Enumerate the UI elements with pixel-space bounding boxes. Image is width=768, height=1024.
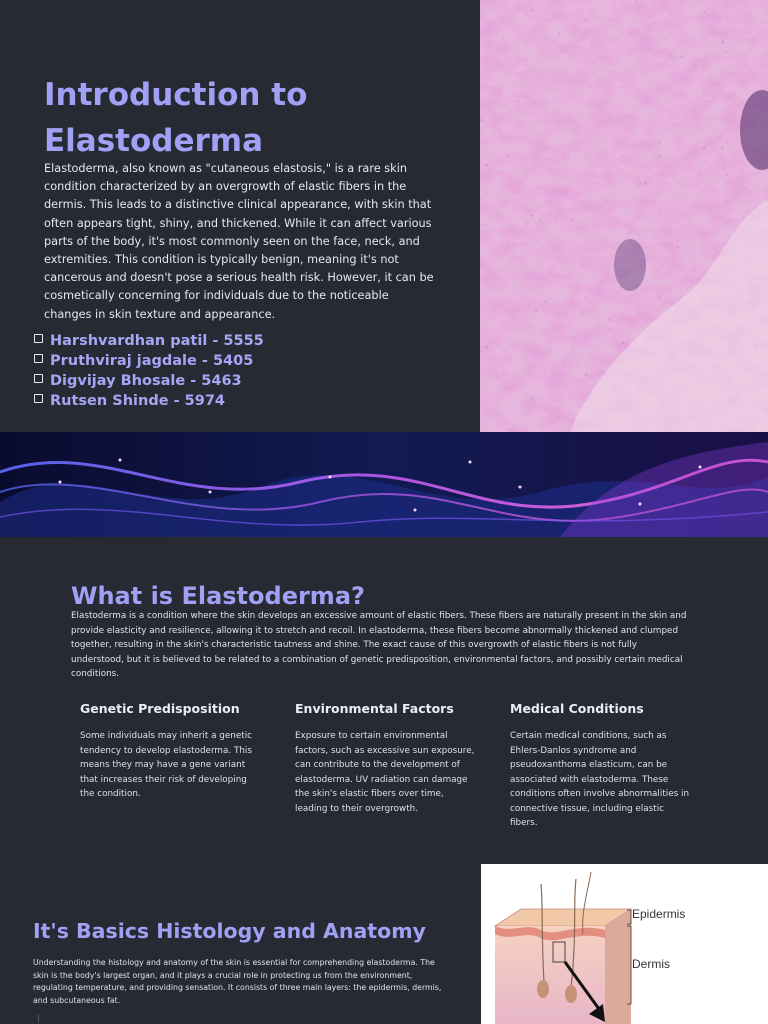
cause-text: Exposure to certain environmental factors, such as excessive sun exposure, can contribute to the development of elastoderma. UV radiation can damage the skin's elastic fibers over time, leading to their overgrowth. bbox=[295, 731, 475, 814]
cause-text: Some individuals may inherit a genetic tendency to develop elastoderma. This means they may have a gene variant that increases their risk of developing the condition. bbox=[80, 731, 252, 799]
dermis-label: Dermis bbox=[632, 957, 670, 971]
abstract-wave-image bbox=[0, 432, 768, 537]
what-is-slide bbox=[0, 537, 768, 864]
abstract-banner bbox=[0, 432, 768, 537]
cause-column-medical bbox=[510, 701, 690, 831]
cause-heading: Environmental Factors bbox=[295, 701, 454, 716]
checkbox-bullet-icon bbox=[34, 334, 43, 343]
author-name: Harshvardhan patil - 5555 bbox=[50, 333, 264, 349]
what-is-title: What is Elastoderma? bbox=[71, 582, 365, 610]
skin-diagram bbox=[481, 864, 768, 1024]
histology-paragraph: Understanding the histology and anatomy of the skin is essential for comprehending elastoderma. The skin is the body's largest organ, and it plays a crucial role in protecting us from the environment, regulating temperature, and providing sensation. It consists of three main layers: the epidermis, dermis, and subcutaneous fat. bbox=[33, 958, 442, 1005]
intro-title: Introduction to Elastoderma bbox=[44, 77, 308, 159]
cause-column-environmental bbox=[295, 701, 475, 816]
histology-title: It's Basics Histology and Anatomy bbox=[33, 919, 426, 943]
checkbox-bullet-icon bbox=[34, 374, 43, 383]
checkbox-bullet-icon bbox=[34, 354, 43, 363]
cause-heading: Genetic Predisposition bbox=[80, 701, 240, 716]
intro-paragraph: Elastoderma, also known as "cutaneous elastosis," is a rare skin condition characterized by an overgrowth of elastic fibers in the dermis. This leads to a distinctive clinical appearance, with skin that often appears tight, shiny, and thickened. While it can affect various parts of the body, it's most commonly seen on the face, neck, and extremities. This condition is typically benign, meaning it's not cancerous and doesn't pose a serious health risk. However, it can be cosmetically concerning for individuals due to the noticeable changes in skin texture and appearance. bbox=[44, 162, 434, 321]
author-name: Rutsen Shinde - 5974 bbox=[50, 393, 225, 409]
text-cursor bbox=[38, 1014, 39, 1023]
author-list bbox=[34, 331, 264, 411]
author-item bbox=[34, 391, 264, 411]
intro-slide bbox=[0, 0, 768, 432]
author-item bbox=[34, 331, 264, 351]
author-name: Pruthviraj jagdale - 5405 bbox=[50, 353, 254, 369]
histology-image bbox=[480, 0, 768, 432]
checkbox-bullet-icon bbox=[34, 394, 43, 403]
histology-slide bbox=[0, 864, 768, 1024]
author-name: Digvijay Bhosale - 5463 bbox=[50, 373, 242, 389]
epidermis-label: Epidermis bbox=[632, 907, 686, 921]
author-item bbox=[34, 351, 264, 371]
cause-column-genetic bbox=[80, 701, 260, 802]
author-item bbox=[34, 371, 264, 391]
cause-text: Certain medical conditions, such as Ehlers-Danlos syndrome and pseudoxanthoma elasticum, can be associated with elastoderma. These conditions often involve abnormalities in connective tissue, including elastic fibers. bbox=[510, 731, 690, 828]
cause-heading: Medical Conditions bbox=[510, 701, 644, 716]
what-is-paragraph: Elastoderma is a condition where the skin develops an excessive amount of elastic fibers. These fibers are naturally present in the skin and provide elasticity and resilience, allowing it to stretch and recoil. In elastoderma, these fibers become abnormally thickened and clumped together, resulting in the skin's characteristic tautness and shine. The exact cause of this overgrowth of elastic fibers is not fully understood, but it is believed to be related to a combination of genetic predisposition, environmental factors, and possibly certain medical conditions. bbox=[71, 611, 687, 679]
